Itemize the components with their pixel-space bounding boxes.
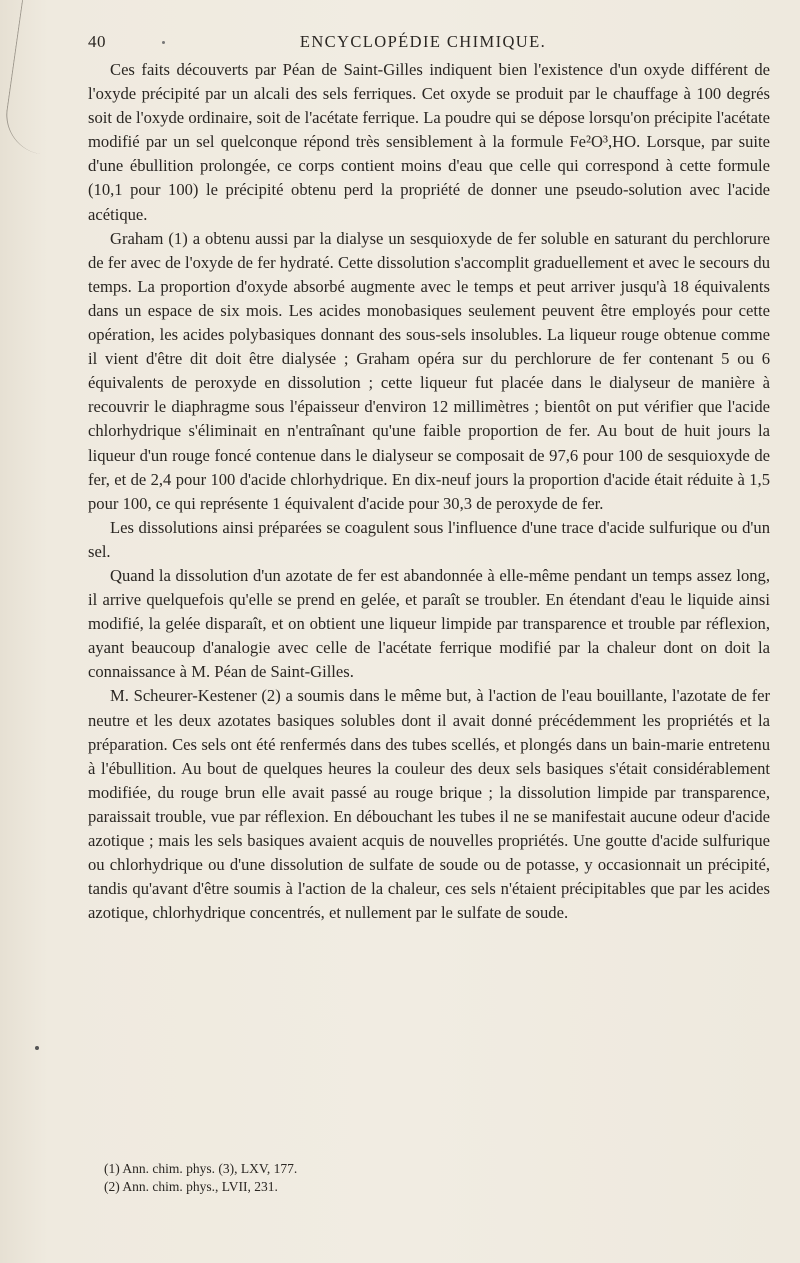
paragraph: Graham (1) a obtenu aussi par la dialyse un sesquioxyde de fer soluble en saturant du perchlorure de fer avec de l'oxyde de fer hydraté. Cette dissolution s'accomplit graduellement et avec le secours du temps. La proportion d'oxyde absorbé augmente avec le temps et peut arriver jusqu'à 18 équivalents dans un espace de six mois. Les acides monobasiques seulement peuvent être employés pour cette opération, les acides polybasiques donnant des sous-sels insolubles. La liqueur rouge obtenue comme il vient d'être dit doit être dialysée ; Graham opéra sur du perchlorure de fer contenant 5 ou 6 équivalents de peroxyde en dissolution ; cette liqueur fut placée dans le dialyseur de manière à recouvrir le diaphragme sous l'épaisseur d'environ 12 millimètres ; bientôt on put vérifier que l'acide chlorhydrique s'éliminait en n'entraînant qu'une faible proportion de fer. Au bout de huit jours la liqueur d'un rouge foncé contenue dans le dialyseur se composait de 97,6 pour 100 de sesquioxyde de fer, et de 2,4 pour 100 d'acide chlorhydrique. En dix-neuf jours la proportion d'acide était réduite à 1,5 pour 100, ce qui représente 1 équivalent d'acide pour 30,3 de peroxyde de fer. <box>88 228 770 513</box>
footnotes <box>104 1160 504 1196</box>
footnote: (1) Ann. chim. phys. (3), LXV, 177. <box>104 1161 298 1176</box>
paragraph: M. Scheurer-Kestener (2) a soumis dans le même but, à l'action de l'eau bouillante, l'azotate de fer neutre et les deux azotates basiques solubles dont il avait donné précédemment les propriétés et la préparation. Ces sels ont été renfermés dans des tubes scellés, et plongés dans un bain-marie entretenu à l'ébullition. Au bout de quelques heures la couleur des deux sels basiques s'était considérablement modifiée, du rouge brun elle avait passé au rouge brique ; la dissolution limpide par transparence, paraissait trouble, vue par réflexion. En débouchant les tubes il ne se manifestait aucune odeur d'acide azotique ; mais les sels basiques avaient acquis de nouvelles propriétés. Une goutte d'acide sulfurique ou chlorhydrique ou d'une dissolution de sulfate de soude ou de potasse, y occasionnait un précipité, tandis qu'avant d'être soumis à l'action de la chaleur, ces sels n'étaient précipitables que par les acides azotique, chlorhydrique concentrés, et nullement par le sulfate de soude. <box>88 686 770 923</box>
paragraph: Les dissolutions ainsi préparées se coagulent sous l'influence d'une trace d'acide sulfurique ou d'un sel. <box>88 517 770 561</box>
page-edge-mark <box>1 0 82 157</box>
margin-speck <box>35 1046 39 1050</box>
body-text <box>88 58 770 925</box>
running-title: ENCYCLOPÉDIE CHIMIQUE. <box>299 32 547 51</box>
page-header <box>88 30 758 56</box>
footnote: (2) Ann. chim. phys., LVII, 231. <box>104 1179 278 1194</box>
paragraph: Ces faits découverts par Péan de Saint-Gilles indiquent bien l'existence d'un oxyde différent de l'oxyde précipité par un alcali des sels ferriques. Cet oxyde se produit par le chauffage à 100 degrés soit de l'oxyde ordinaire, soit de l'acétate ferrique. La poudre qui se dépose lorsqu'on précipite l'acétate modifié par un sel quelconque répond très sensiblement à la formule Fe²O³,HO. Lorsque, par suite d'une ébullition prolongée, ce corps contient moins d'eau que celle qui correspond à cette formule (10,1 pour 100) le précipité obtenu perd la propriété de donner une pseudo-solution avec l'acide acétique. <box>88 60 770 224</box>
page-number: 40 <box>88 32 106 51</box>
paragraph: Quand la dissolution d'un azotate de fer est abandonnée à elle-même pendant un temps assez long, il arrive quelquefois qu'elle se prend en gelée, et paraît se troubler. En étendant d'eau le liquide ainsi modifié, la gelée disparaît, et on obtient une liqueur limpide par transparence et trouble par réflexion, ayant beaucoup d'analogie avec celle de l'acétate ferrique modifié par la chaleur dont on doit la connaissance à M. Péan de Saint-Gilles. <box>88 565 770 682</box>
